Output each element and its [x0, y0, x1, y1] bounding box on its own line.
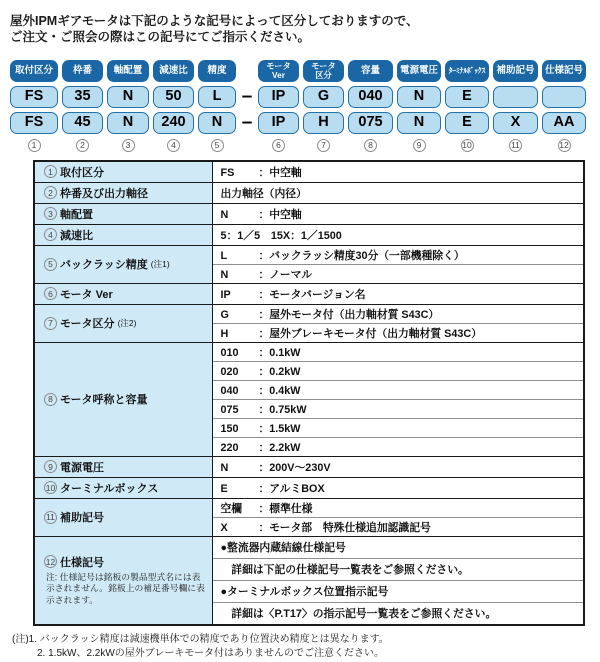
circled-number: 5: [211, 139, 224, 152]
value-code: 020: [220, 365, 239, 378]
table-label-cell: [34, 203, 212, 224]
code-header-badge: モータ Ver: [258, 60, 299, 82]
row-label-note-ref: (注1): [150, 259, 170, 269]
code-header-badge: 取付区分: [10, 60, 58, 82]
row-label: 枠番及び出力軸径: [60, 187, 148, 200]
circled-number: 5: [44, 258, 57, 271]
code-value-badge-row2: E: [445, 112, 489, 134]
circled-number: 12: [559, 140, 569, 150]
spec-row-7: [34, 304, 584, 323]
table-value-cell: [212, 437, 584, 456]
label-wrap: [44, 227, 208, 243]
circled-number: 3: [122, 139, 135, 152]
code-header-badge: 電源電圧: [397, 60, 441, 82]
label-wrap: [44, 459, 208, 475]
value-text: ：屋外ブレーキモータ付（出力軸材質 S43C）: [258, 327, 482, 340]
value-text: ：モータ部 特殊仕様追加認識記号: [258, 521, 431, 534]
value-code: E: [220, 482, 228, 495]
row-label: 減速比: [60, 229, 93, 242]
table-value-cell: [212, 245, 584, 264]
value-code: 空欄: [220, 502, 243, 515]
code-column-11: [493, 60, 538, 152]
spec-row-5: [34, 245, 584, 264]
code-column-4: [153, 60, 194, 152]
table-value-cell: [212, 477, 584, 498]
circled-number: 3: [44, 207, 57, 220]
code-column-10: [445, 60, 489, 152]
circled-number: 6: [272, 139, 285, 152]
table-label-cell: [34, 283, 212, 304]
table-value-cell: [212, 399, 584, 418]
circled-number: 6: [44, 287, 57, 300]
value-text: ：0.2kW: [258, 365, 301, 378]
label-wrap: [44, 185, 208, 201]
row-label: 軸配置: [60, 208, 93, 221]
code-header-badge: ﾀｰﾐﾅﾙﾎﾞｯｸｽ: [445, 60, 489, 82]
value-code: 150: [220, 422, 239, 435]
circled-number: 2: [44, 186, 57, 199]
circled-number: 4: [44, 228, 57, 241]
circled-number: 11: [44, 511, 57, 524]
code-column-7: [303, 60, 344, 152]
table-value-cell: [212, 380, 584, 399]
spec-row-4: [34, 224, 584, 245]
circled-number: 12: [45, 556, 56, 567]
row-label: モータ Ver: [60, 288, 113, 301]
table-value-cell: [212, 161, 584, 183]
table-value-cell: [212, 361, 584, 380]
code-header-badge: 精度: [198, 60, 236, 82]
circled-number: 10: [45, 482, 56, 493]
value-code: N: [220, 461, 229, 474]
footnote-2: 2. 1.5kW、2.2kWの屋外ブレーキモータ付はありませんのでご注意ください。: [37, 648, 384, 659]
table-value-cell: [212, 418, 584, 437]
code-header-badge: 軸配置: [107, 60, 149, 82]
code-header-badge: 仕様記号: [542, 60, 586, 82]
label-wrap: [44, 315, 208, 331]
circled-number: 7: [44, 317, 57, 330]
code-value-badge-row2: N: [397, 112, 441, 134]
value-text: ：モータバージョン名: [258, 288, 366, 301]
row-label: モータ区分: [60, 318, 115, 330]
code-value-badge-row1: [542, 86, 586, 108]
value-text: ：バックラッシ精度30分（一部機種除く）: [258, 249, 465, 262]
value-text: ：2.2kW: [258, 441, 301, 454]
code-value-badge-row1: N: [107, 86, 149, 108]
code-dash: –: [241, 85, 253, 107]
label-wrap: [44, 286, 208, 302]
table-label-cell: [34, 224, 212, 245]
value-code: 5：1／5 15X：1／1500: [220, 229, 342, 242]
value-code: H: [220, 327, 229, 340]
code-value-badge-row1: 35: [62, 86, 103, 108]
code-value-badge-row2: AA: [542, 112, 586, 134]
model-code-diagram: [10, 60, 600, 152]
spec-row-11: [34, 498, 584, 517]
table-value-cell: [212, 224, 584, 245]
circled-number: 10: [462, 140, 472, 150]
value-code: 220: [220, 441, 239, 454]
circled-number: 8: [44, 393, 57, 406]
row-label: 補助記号: [60, 512, 104, 524]
value-code: X: [220, 521, 228, 534]
table-label-cell: [34, 456, 212, 477]
table-value-cell: [212, 304, 584, 323]
spec-row-1: [34, 161, 584, 183]
code-header-badge: 減速比: [153, 60, 194, 82]
spec-row-9: [34, 456, 584, 477]
table-value-cell: [212, 283, 584, 304]
table-value-cell: ●ターミナルボックス位置指示記号: [212, 580, 584, 602]
value-code: FS: [220, 166, 235, 179]
table-value-cell: 詳細は〈P.T17〉の指示記号一覧表をご参照ください。: [212, 602, 584, 625]
value-text: ：中空軸: [258, 208, 302, 221]
label-wrap: [44, 480, 208, 496]
table-value-cell: [212, 203, 584, 224]
table-value-cell: [212, 342, 584, 361]
code-value-badge-row2: 45: [62, 112, 103, 134]
circled-number: 4: [167, 139, 180, 152]
value-text: ：1.5kW: [258, 422, 301, 435]
code-column-3: [107, 60, 149, 152]
code-value-badge-row2: H: [303, 112, 344, 134]
intro-line-2: ご注文・ご照会の際はこの記号にてご指示ください。: [10, 30, 311, 45]
label-wrap: [44, 554, 208, 570]
code-value-badge-row1: E: [445, 86, 489, 108]
table-value-cell: [212, 456, 584, 477]
code-column-1: [10, 60, 58, 152]
code-column-8: [348, 60, 393, 152]
code-value-badge-row1: G: [303, 86, 344, 108]
code-header-badge: モータ 区分: [303, 60, 344, 82]
code-column-12: [542, 60, 586, 152]
value-code: 075: [220, 403, 239, 416]
table-label-cell: [34, 161, 212, 183]
footnotes: [12, 633, 600, 662]
intro-text: [0, 0, 600, 46]
circled-number: 7: [317, 139, 330, 152]
value-code: G: [220, 308, 229, 321]
value-text: ：0.4kW: [258, 384, 301, 397]
value-text: ：屋外モータ付（出力軸材質 S43C）: [258, 308, 440, 321]
table-value-cell: [212, 323, 584, 342]
code-header-badge: 補助記号: [493, 60, 538, 82]
value-text: ：0.1kW: [258, 346, 301, 359]
code-legend-table: [33, 160, 585, 626]
spec-row-10: [34, 477, 584, 498]
code-value-badge-row1: 040: [348, 86, 393, 108]
circled-number: 1: [44, 165, 57, 178]
circled-number: 1: [28, 139, 41, 152]
code-value-badge-row2: N: [107, 112, 149, 134]
label-wrap: [44, 164, 208, 180]
value-code: N: [220, 268, 229, 281]
spec-row-2: [34, 182, 584, 203]
code-value-badge-row1: N: [397, 86, 441, 108]
table-value-cell: [212, 182, 584, 203]
value-text: ：ノーマル: [258, 268, 313, 281]
table-label-cell: [34, 342, 212, 456]
code-dash-column: [240, 60, 254, 134]
code-value-badge-row2: N: [198, 112, 236, 134]
code-column-6: [258, 60, 299, 152]
row-label: モータ呼称と容量: [60, 394, 148, 406]
value-text: ：0.75kW: [258, 403, 307, 416]
code-value-badge-row1: L: [198, 86, 236, 108]
value-code: N: [220, 208, 229, 221]
label-wrap: [44, 206, 208, 222]
table-value-cell: 詳細は下記の仕様記号一覧表をご参照ください。: [212, 558, 584, 580]
value-code: 040: [220, 384, 239, 397]
code-value-badge-row1: 50: [153, 86, 194, 108]
code-value-badge-row2: X: [493, 112, 538, 134]
spec-row-8: [34, 342, 584, 361]
label-wrap: [44, 391, 208, 407]
table-value-cell: [212, 264, 584, 283]
circled-number: 9: [44, 460, 57, 473]
table-label-cell: [34, 498, 212, 536]
row-note: 注: 仕様記号は銘板の製品型式名には表示されません。銘板上の補足番号欄に表示されます。: [46, 571, 205, 605]
value-text: ：中空軸: [258, 166, 302, 179]
footnote-1: (注)1. バックラッシ精度は減速機単体での精度であり位置決め精度とは異なります。: [12, 633, 389, 645]
intro-line-1: 屋外IPMギアモータは下記のような記号によって区分しておりますので、: [10, 14, 419, 28]
code-value-badge-row2: FS: [10, 112, 58, 134]
value-text: ：標準仕様: [258, 502, 313, 515]
code-value-badge-row1: [493, 86, 538, 108]
table-value-cell: [212, 498, 584, 517]
row-label-note-ref: (注2): [117, 318, 137, 328]
code-header-badge: 容量: [348, 60, 393, 82]
value-text: ：アルミBOX: [258, 482, 325, 495]
spec-row-3: [34, 203, 584, 224]
circled-number: 2: [76, 139, 89, 152]
value-code: L: [220, 249, 228, 262]
value-code: 出力軸径（内径）: [220, 187, 307, 200]
code-value-badge-row2: IP: [258, 112, 299, 134]
row-label: 仕様記号: [60, 556, 104, 569]
table-label-cell: [34, 245, 212, 283]
code-column-2: [62, 60, 103, 152]
circled-number: 9: [413, 139, 426, 152]
row-label: 電源電圧: [60, 461, 104, 474]
code-value-badge-row1: IP: [258, 86, 299, 108]
code-value-badge-row2: 075: [348, 112, 393, 134]
code-dash: –: [241, 111, 253, 133]
spec-row-12: [34, 536, 584, 558]
table-value-cell: [212, 517, 584, 536]
circled-number: 8: [364, 139, 377, 152]
table-label-cell: [34, 304, 212, 342]
code-column-9: [397, 60, 441, 152]
label-wrap: [44, 509, 208, 525]
value-text: ：200V～230V: [258, 461, 331, 474]
code-value-badge-row2: 240: [153, 112, 194, 134]
table-value-cell: ●整流器内蔵結線仕様記号: [212, 536, 584, 558]
table-label-cell: [34, 477, 212, 498]
circled-number: 11: [509, 139, 522, 152]
value-code: IP: [220, 288, 231, 301]
code-value-badge-row1: FS: [10, 86, 58, 108]
spec-row-6: [34, 283, 584, 304]
value-code: 010: [220, 346, 239, 359]
row-label: 取付区分: [60, 166, 104, 179]
row-label: ターミナルボックス: [60, 482, 159, 495]
code-column-5: [198, 60, 236, 152]
table-label-cell: [34, 182, 212, 203]
row-label: バックラッシ精度: [60, 259, 148, 271]
label-wrap: [44, 256, 208, 272]
table-label-cell: [34, 536, 212, 625]
code-header-badge: 枠番: [62, 60, 103, 82]
